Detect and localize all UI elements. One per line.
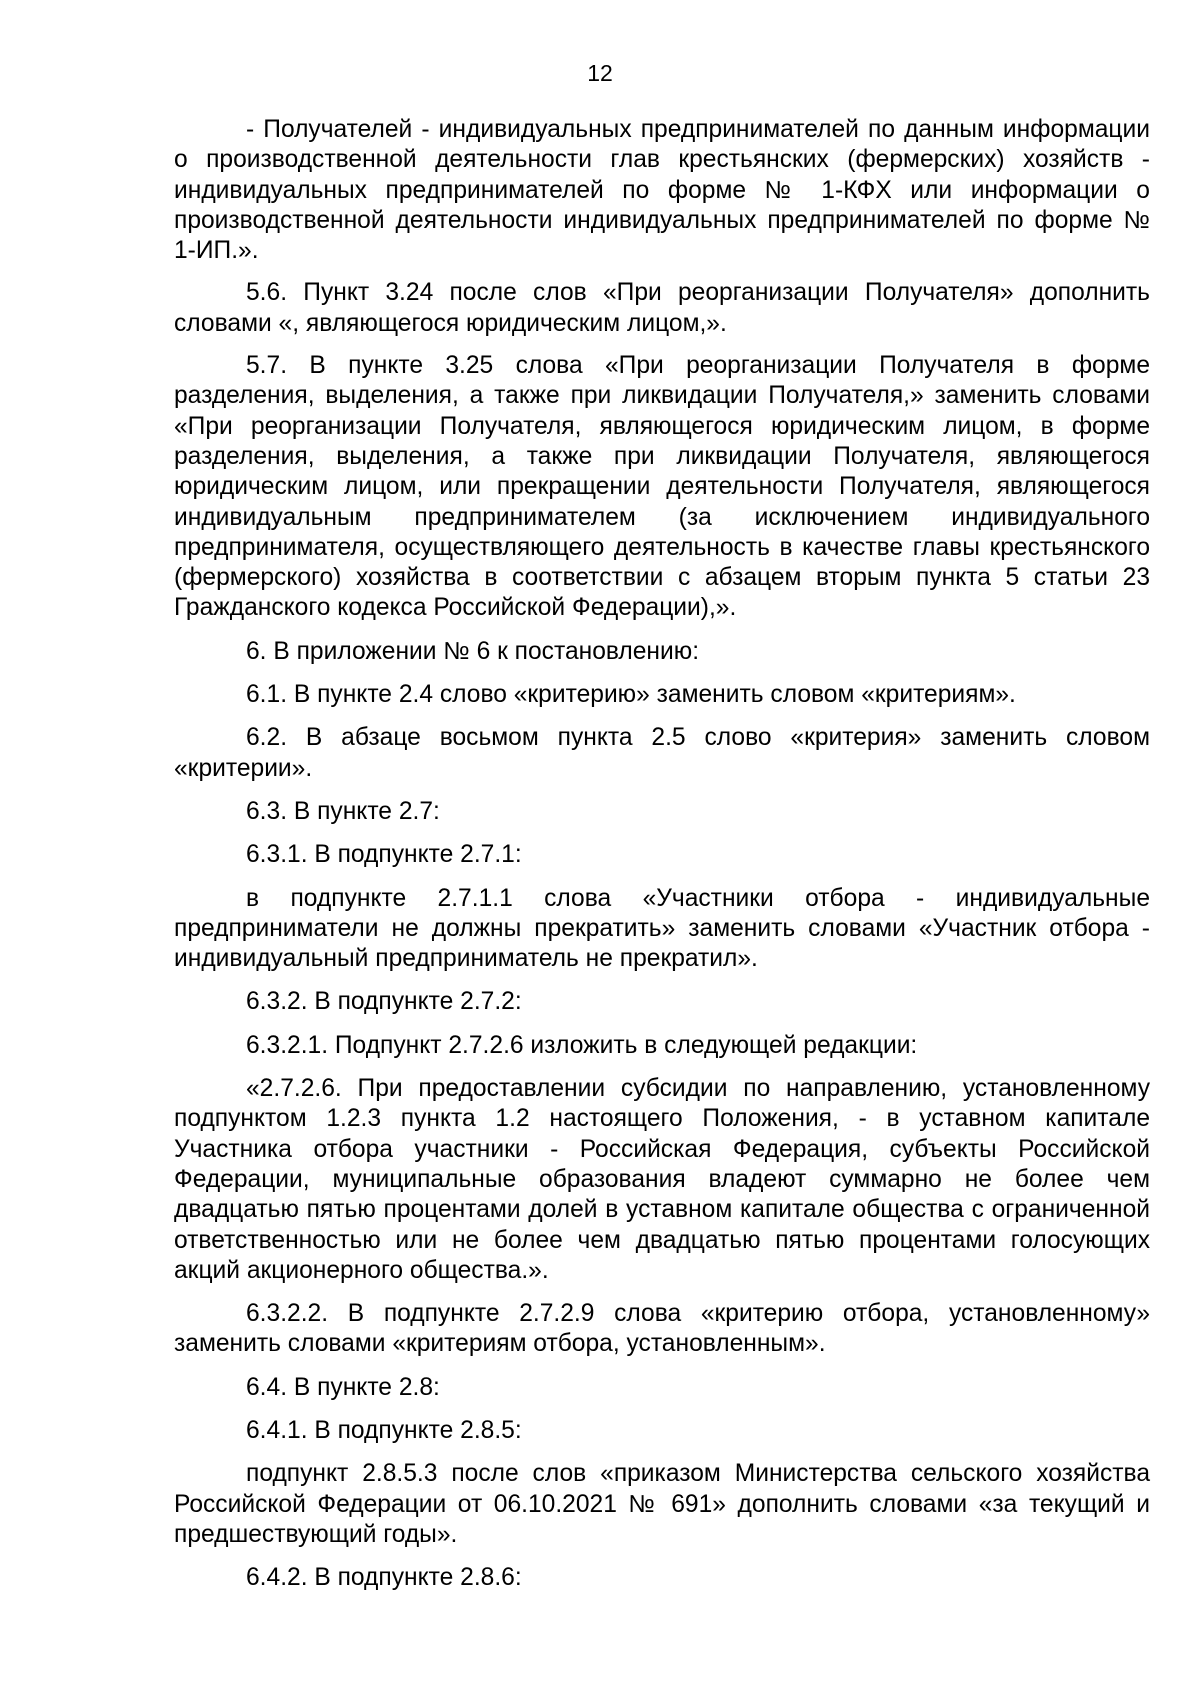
paragraph-2-7-2-6: «2.7.2.6. При предоставлении субсидии по направлению, установленному подпунктом 1.2.3 пункта 1.2 настоящего Положения, - в уставном капитале Участника отбора участники - Российская Федерация, субъекты Российской Федерации, муниципальные образования владеют суммарно не более чем двадцатью пятью процентами долей в уставном капитале общества с ограниченной ответственностью или не более чем двадцатью пятью процентами голосующих акций акционерного общества.». <box>174 1075 1150 1284</box>
page-number: 12 <box>587 60 613 86</box>
document-body <box>174 115 1150 1593</box>
paragraph-5-6: 5.6. Пункт 3.24 после слов «При реорганизации Получателя» дополнить словами «, являющегося юридическим лицом,». <box>174 279 1150 337</box>
paragraph-2-8-5-3: подпункт 2.8.5.3 после слов «приказом Министерства сельского хозяйства Российской Федерации от 06.10.2021 № 691» дополнить словами «за текущий и предшествующий годы». <box>174 1460 1150 1548</box>
paragraph-6-4: 6.4. В пункте 2.8: <box>246 1373 440 1401</box>
paragraph-2-7-1-1: в подпункте 2.7.1.1 слова «Участники отбора - индивидуальные предприниматели не должны прекратить» заменить словами «Участник отбора - индивидуальный предприниматель не прекратил». <box>174 884 1150 973</box>
paragraph-5-7: 5.7. В пункте 3.25 слова «При реорганизации Получателя в форме разделения, выделения, а также при ликвидации Получателя,» заменить словами «При реорганизации Получателя, являющегося юридическим лицом, в форме разделения, выделения, а также при ликвидации Получателя, являющегося юридическим лицом, или прекращении деятельности Получателя, являющегося индивидуальным предпринимателем (за исключением индивидуального предпринимателя, осуществляющего деятельность в качестве главы крестьянского (фермерского) хозяйства в соответствии с абзацем вторым пункта 5 статьи 23 Гражданского кодекса Российской Федерации),». <box>174 352 1150 622</box>
paragraph-6-3-2-2: 6.3.2.2. В подпункте 2.7.2.9 слова «критерию отбора, установленному» заменить словами «критериям отбора, установленным». <box>174 1300 1150 1358</box>
paragraph-6-4-2: 6.4.2. В подпункте 2.8.6: <box>246 1564 522 1592</box>
paragraph-6-3-2: 6.3.2. В подпункте 2.7.2: <box>246 988 522 1016</box>
paragraph-6-3-2-1: 6.3.2.1. Подпункт 2.7.2.6 изложить в следующей редакции: <box>246 1031 918 1059</box>
paragraph-6-2: 6.2. В абзаце восьмом пункта 2.5 слово «критерия» заменить словом «критерии». <box>174 724 1150 782</box>
paragraph-6-3-1: 6.3.1. В подпункте 2.7.1: <box>246 841 522 869</box>
paragraph-6-1: 6.1. В пункте 2.4 слово «критерию» заменить словом «критериям». <box>246 681 1016 709</box>
paragraph-6: 6. В приложении № 6 к постановлению: <box>246 637 700 665</box>
paragraph-recipients-ip: - Получателей - индивидуальных предпринимателей по данным информации о производственной деятельности глав крестьянских (фермерских) хозяйств - индивидуальных предпринимателей по форме № 1-КФХ или информации о производственной деятельности индивидуальных предпринимателей по форме № 1-ИП.». <box>174 116 1150 265</box>
paragraph-6-4-1: 6.4.1. В подпункте 2.8.5: <box>246 1416 522 1444</box>
paragraph-6-3: 6.3. В пункте 2.7: <box>246 797 440 825</box>
